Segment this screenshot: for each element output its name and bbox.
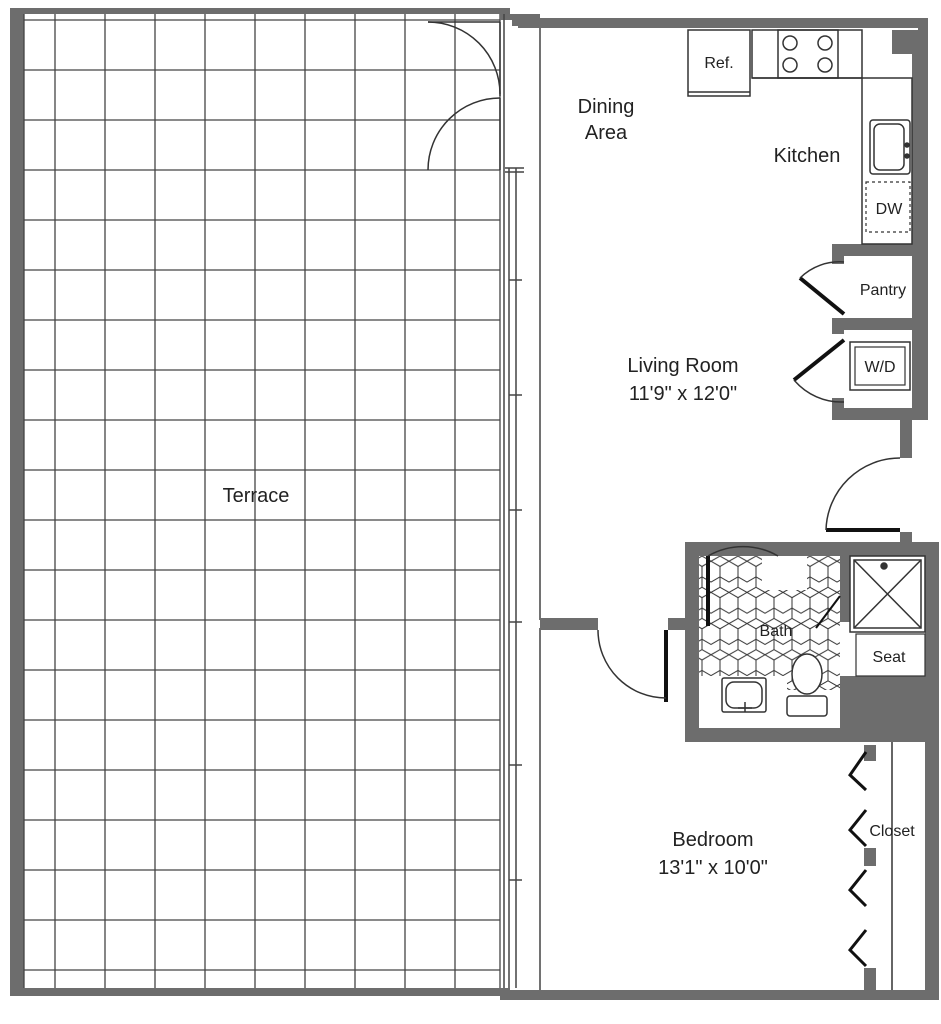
bath-label: Bath — [759, 623, 793, 640]
laundry — [794, 340, 910, 402]
seat-label: Seat — [872, 649, 906, 666]
refrigerator — [688, 30, 750, 96]
door-swing-icon[interactable] — [794, 340, 844, 402]
door-swing-icon[interactable] — [826, 458, 900, 530]
terrace-label: Terrace — [222, 485, 290, 507]
dining-label-line1: Dining — [577, 96, 635, 118]
range-icon — [778, 30, 838, 78]
dishwasher — [866, 182, 910, 232]
kitchen-label: Kitchen — [773, 145, 841, 167]
bifold-door-icon[interactable] — [850, 752, 866, 966]
pantry-label: Pantry — [859, 282, 907, 299]
pantry — [800, 262, 906, 314]
closet-label: Closet — [869, 823, 915, 840]
bedroom-dims: 13'1" x 10'0" — [658, 857, 768, 879]
ref-label: Ref. — [704, 55, 734, 72]
door-swing-icon[interactable] — [428, 22, 500, 170]
glass-wall — [428, 14, 540, 992]
dining-label-line2: Area — [584, 122, 628, 144]
door-swing-icon[interactable] — [598, 630, 666, 702]
dining-area — [578, 96, 635, 144]
door-swing-icon[interactable] — [800, 262, 844, 314]
shower-icon — [850, 556, 925, 632]
walls — [500, 14, 939, 1000]
shower-seat — [856, 634, 925, 676]
closet — [850, 742, 915, 990]
wd-label: W/D — [864, 359, 896, 376]
terrace — [10, 8, 510, 996]
bedroom-label: Bedroom — [672, 829, 754, 851]
dw-label: DW — [875, 201, 903, 218]
sink-icon — [870, 120, 910, 174]
bedroom — [658, 829, 768, 879]
living-room-label: Living Room — [627, 355, 739, 377]
kitchen — [688, 30, 912, 244]
living-room-dims: 11'9" x 12'0" — [628, 383, 738, 405]
